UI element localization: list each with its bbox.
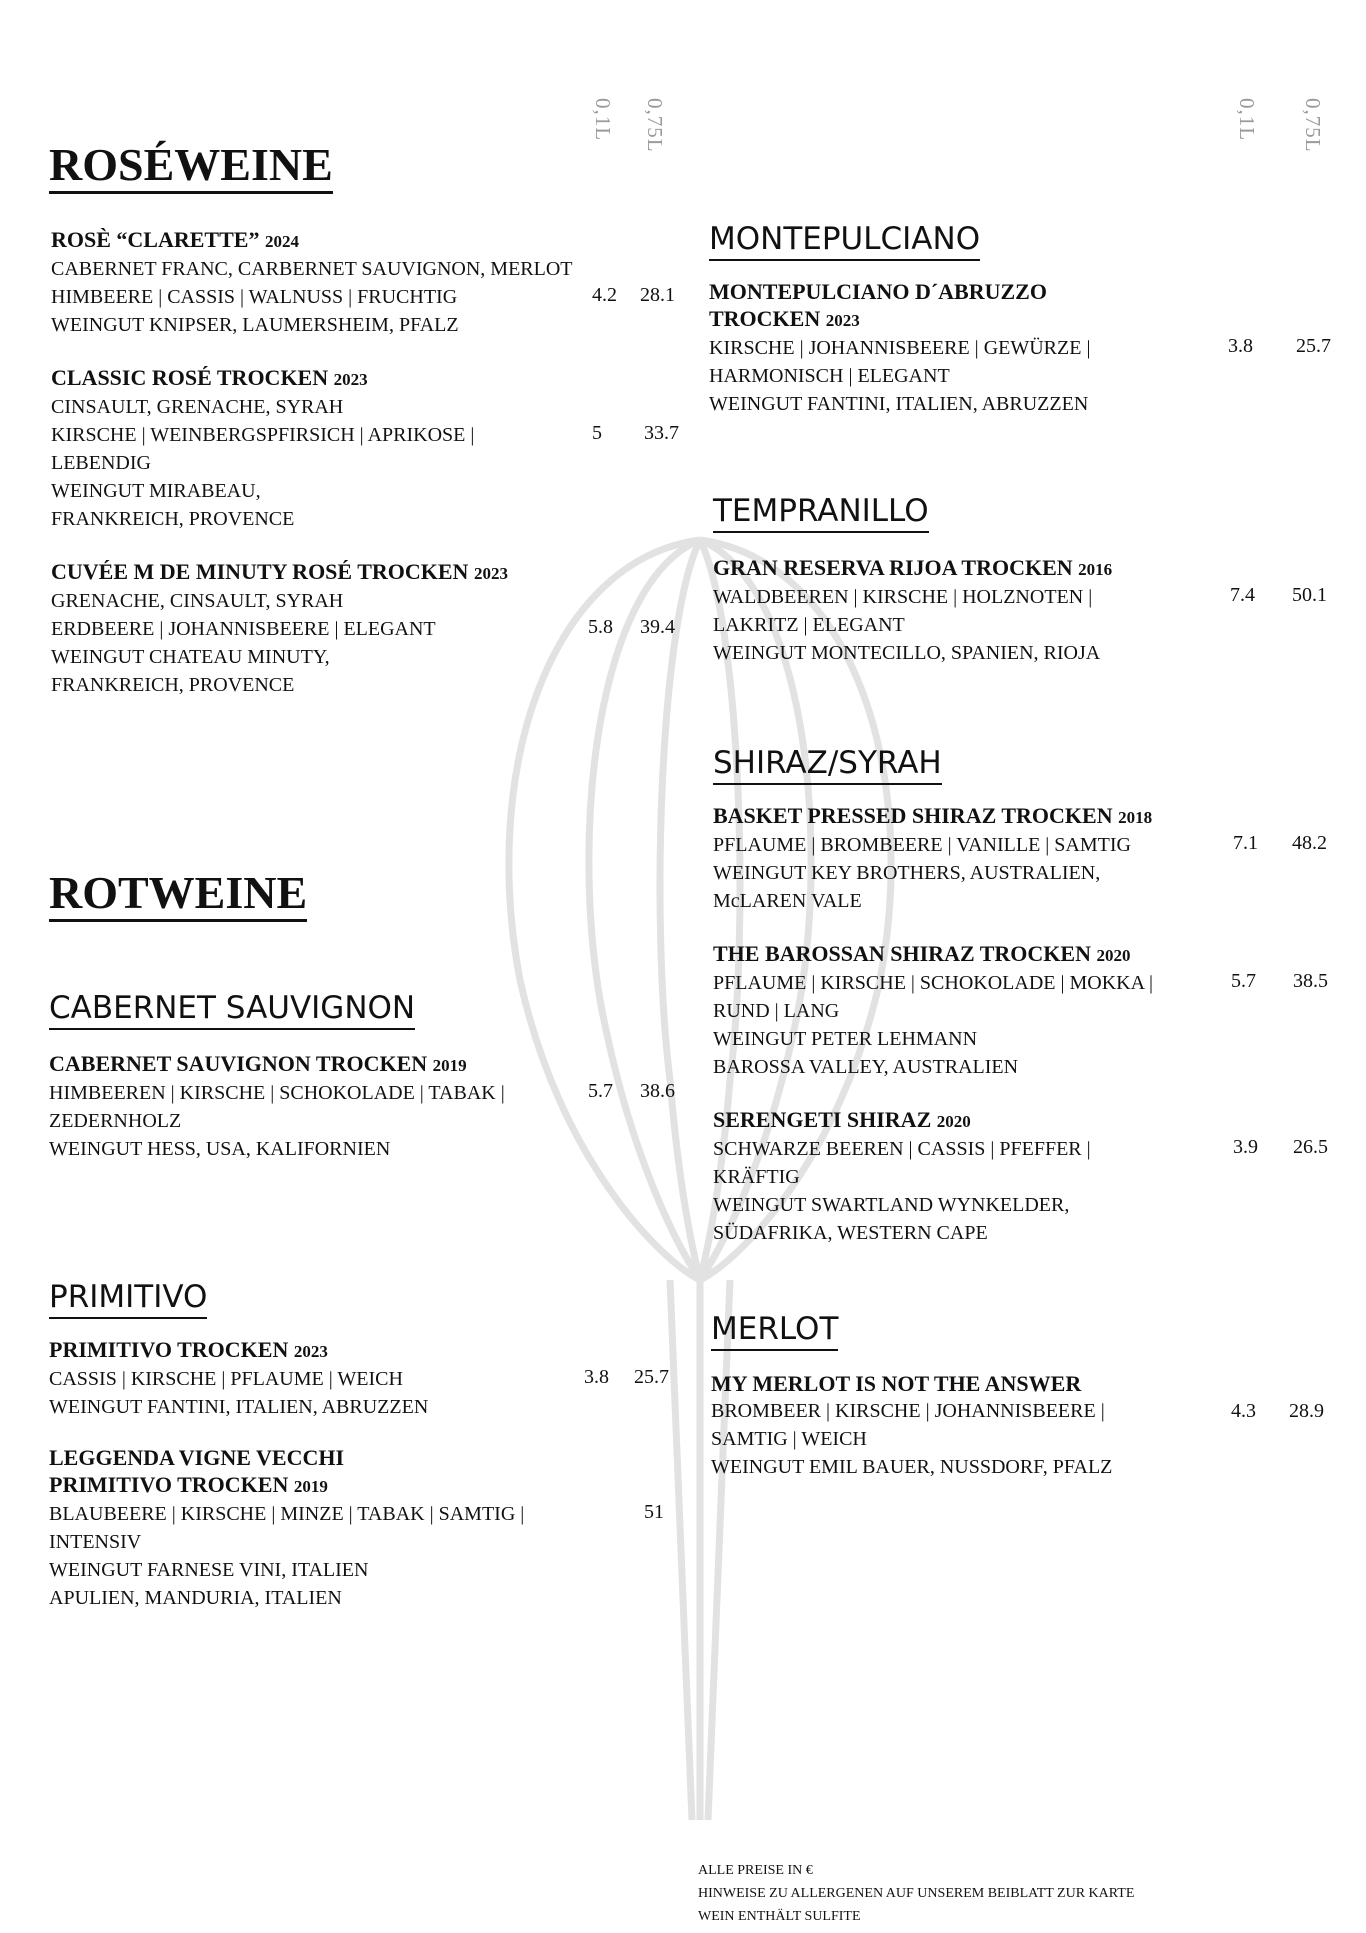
wine-description: HIMBEERE | CASSIS | WALNUSS | FRUCHTIG (51, 286, 458, 308)
wine-description: LEBENDIG (51, 452, 151, 474)
wine-vintage: 2016 (1078, 560, 1113, 579)
wine-vintage: 2019 (293, 1477, 328, 1496)
wine-description: SAMTIG | WEICH (711, 1428, 867, 1450)
wine-name-text: THE BAROSSAN SHIRAZ TROCKEN (713, 941, 1091, 966)
wine-entry (711, 1370, 1231, 1481)
footer-note: WEIN ENTHÄLT SULFITE (698, 1909, 861, 1924)
wine-entry (713, 554, 1233, 667)
wine-producer: WEINGUT FARNESE VINI, ITALIEN (49, 1559, 369, 1581)
primitivo-section-title: PRIMITIVO (49, 1280, 207, 1319)
glass-size-header-left: 0,1L (591, 98, 615, 142)
glass-price: 3.9 (1233, 1136, 1258, 1158)
wine-name-text: GRAN RESERVA RIJOA TROCKEN (713, 555, 1073, 580)
wine-name (713, 1106, 1233, 1135)
wine-producer: WEINGUT SWARTLAND WYNKELDER, (713, 1194, 1070, 1216)
wine-producer: BAROSSA VALLEY, AUSTRALIEN (713, 1056, 1019, 1078)
bottle-price: 39.4 (640, 616, 675, 638)
wine-description: ERDBEERE | JOHANNISBEERE | ELEGANT (51, 618, 436, 640)
wine-name (51, 226, 571, 255)
glass-price: 3.8 (584, 1366, 609, 1388)
footer-note: ALLE PREISE IN € (698, 1863, 813, 1878)
wine-description: HIMBEEREN | KIRSCHE | SCHOKOLADE | TABAK | (49, 1082, 505, 1104)
bottle-size-header-right: 0,75L (1301, 98, 1325, 153)
bottle-price: 38.5 (1293, 970, 1328, 992)
wine-entry (713, 940, 1233, 1081)
wine-name (711, 1370, 1231, 1397)
wine-description: PFLAUME | BROMBEERE | VANILLE | SAMTIG (713, 834, 1131, 856)
glass-price: 5.7 (1231, 970, 1256, 992)
wine-name (51, 364, 571, 393)
wine-name-text: CLASSIC ROSÉ TROCKEN (51, 365, 329, 390)
wine-description: BLAUBEERE | KIRSCHE | MINZE | TABAK | SAMTIG | (49, 1503, 525, 1525)
bottle-price: 50.1 (1292, 584, 1327, 606)
wine-entry (51, 364, 571, 533)
wine-name-text: BASKET PRESSED SHIRAZ TROCKEN (713, 803, 1113, 828)
wine-producer: SÜDAFRIKA, WESTERN CAPE (713, 1222, 988, 1244)
wine-entry (49, 1050, 569, 1163)
bottle-price: 51 (644, 1501, 664, 1523)
wine-name (49, 1050, 569, 1079)
wine-description: KIRSCHE | WEINBERGSPFIRSICH | APRIKOSE | (51, 424, 475, 446)
wine-name (713, 802, 1233, 831)
wine-producer: WEINGUT FANTINI, ITALIEN, ABRUZZEN (49, 1396, 429, 1418)
glass-price: 3.8 (1228, 335, 1253, 357)
glass-price: 5.8 (588, 616, 613, 638)
glass-price: 5.7 (588, 1080, 613, 1102)
wine-producer: WEINGUT FANTINI, ITALIEN, ABRUZZEN (709, 393, 1089, 415)
merlot-section-title: MERLOT (711, 1312, 838, 1351)
wine-producer: McLAREN VALE (713, 890, 862, 912)
wine-entry (51, 226, 571, 339)
wine-producer: FRANKREICH, PROVENCE (51, 508, 295, 530)
wine-name (49, 1336, 569, 1365)
wine-name-text: ROSÈ “CLARETTE” (51, 227, 260, 252)
footer-notes (698, 1859, 1134, 1928)
montepulciano-section-title: MONTEPULCIANO (709, 222, 980, 261)
wine-name (49, 1444, 569, 1500)
wine-vintage: 2023 (825, 311, 860, 330)
tempranillo-section-title: TEMPRANILLO (713, 494, 929, 533)
wine-description: LAKRITZ | ELEGANT (713, 614, 905, 636)
wine-vintage: 2020 (1096, 946, 1131, 965)
bottle-size-header-left: 0,75L (643, 98, 667, 153)
wine-description: CASSIS | KIRSCHE | PFLAUME | WEICH (49, 1368, 403, 1390)
wine-producer: APULIEN, MANDURIA, ITALIEN (49, 1587, 342, 1609)
bottle-price: 26.5 (1293, 1136, 1328, 1158)
wine-producer: WEINGUT PETER LEHMANN (713, 1028, 978, 1050)
wine-producer: WEINGUT KEY BROTHERS, AUSTRALIEN, (713, 862, 1101, 884)
glass-price: 7.4 (1230, 584, 1255, 606)
wine-name-text: SERENGETI SHIRAZ (713, 1107, 932, 1132)
wine-entry (51, 558, 571, 699)
wine-vintage: 2024 (264, 232, 299, 251)
bottle-price: 28.1 (640, 284, 675, 306)
rose-category-title: ROSÉWEINE (49, 140, 333, 194)
wine-producer: WEINGUT EMIL BAUER, NUSSDORF, PFALZ (711, 1456, 1113, 1478)
wine-producer: WEINGUT MONTECILLO, SPANIEN, RIOJA (713, 642, 1101, 664)
wine-vintage: 2019 (432, 1056, 467, 1075)
footer-note: HINWEISE ZU ALLERGENEN AUF UNSEREM BEIBLATT ZUR KARTE (698, 1886, 1135, 1901)
wine-entry (49, 1336, 569, 1421)
wine-producer: FRANKREICH, PROVENCE (51, 674, 295, 696)
wine-name-text: MONTEPULCIANO D´ABRUZZO TROCKEN (709, 279, 1047, 331)
wine-entry (713, 802, 1233, 915)
wine-name (713, 940, 1233, 969)
shiraz-section-title: SHIRAZ/SYRAH (713, 746, 942, 785)
wine-description: WALDBEEREN | KIRSCHE | HOLZNOTEN | (713, 586, 1093, 608)
glass-price: 4.2 (592, 284, 617, 306)
wine-entry (713, 1106, 1233, 1247)
wine-name (713, 554, 1233, 583)
wine-description: GRENACHE, CINSAULT, SYRAH (51, 590, 344, 612)
wine-name (51, 558, 571, 587)
wine-producer: WEINGUT HESS, USA, KALIFORNIEN (49, 1138, 391, 1160)
glass-price: 5 (592, 422, 602, 444)
wine-vintage: 2020 (936, 1112, 971, 1131)
wine-producer: WEINGUT KNIPSER, LAUMERSHEIM, PFALZ (51, 314, 459, 336)
wine-description: CABERNET FRANC, CARBERNET SAUVIGNON, MERLOT (51, 258, 573, 280)
bottle-price: 33.7 (644, 422, 679, 444)
wine-entry (49, 1444, 569, 1612)
wine-name-text: PRIMITIVO TROCKEN (49, 1337, 289, 1362)
wine-name-text: MY MERLOT IS NOT THE ANSWER (711, 1371, 1082, 1396)
wine-name (709, 278, 1229, 334)
wine-description: BROMBEER | KIRSCHE | JOHANNISBEERE | (711, 1400, 1105, 1422)
wine-vintage: 2023 (473, 564, 508, 583)
wine-description: ZEDERNHOLZ (49, 1110, 182, 1132)
wine-vintage: 2018 (1118, 808, 1153, 827)
wine-producer: WEINGUT CHATEAU MINUTY, (51, 646, 330, 668)
glass-price: 7.1 (1233, 832, 1258, 854)
wine-description: KRÄFTIG (713, 1166, 800, 1188)
wine-producer: WEINGUT MIRABEAU, (51, 480, 261, 502)
wine-description: PFLAUME | KIRSCHE | SCHOKOLADE | MOKKA | (713, 972, 1153, 994)
red-category-title: ROTWEINE (49, 868, 307, 922)
glass-size-header-right: 0,1L (1235, 98, 1259, 142)
wine-description: KIRSCHE | JOHANNISBEERE | GEWÜRZE | (709, 337, 1091, 359)
bottle-price: 25.7 (634, 1366, 669, 1388)
wine-entry (709, 278, 1229, 418)
glass-price: 4.3 (1231, 1400, 1256, 1422)
bottle-price: 48.2 (1292, 832, 1327, 854)
bottle-price: 38.6 (640, 1080, 675, 1102)
wine-name-text: LEGGENDA VIGNE VECCHI PRIMITIVO TROCKEN (49, 1445, 345, 1497)
wine-description: SCHWARZE BEEREN | CASSIS | PFEFFER | (713, 1138, 1091, 1160)
wine-name-text: CUVÉE M DE MINUTY ROSÉ TROCKEN (51, 559, 469, 584)
bottle-price: 28.9 (1289, 1400, 1324, 1422)
wine-vintage: 2023 (293, 1342, 328, 1361)
wine-name-text: CABERNET SAUVIGNON TROCKEN (49, 1051, 428, 1076)
cabernet-section-title: CABERNET SAUVIGNON (49, 991, 415, 1030)
bottle-price: 25.7 (1296, 335, 1331, 357)
wine-description: CINSAULT, GRENACHE, SYRAH (51, 396, 344, 418)
wine-description: HARMONISCH | ELEGANT (709, 365, 950, 387)
wine-description: INTENSIV (49, 1531, 142, 1553)
wine-vintage: 2023 (333, 370, 368, 389)
wine-description: RUND | LANG (713, 1000, 840, 1022)
